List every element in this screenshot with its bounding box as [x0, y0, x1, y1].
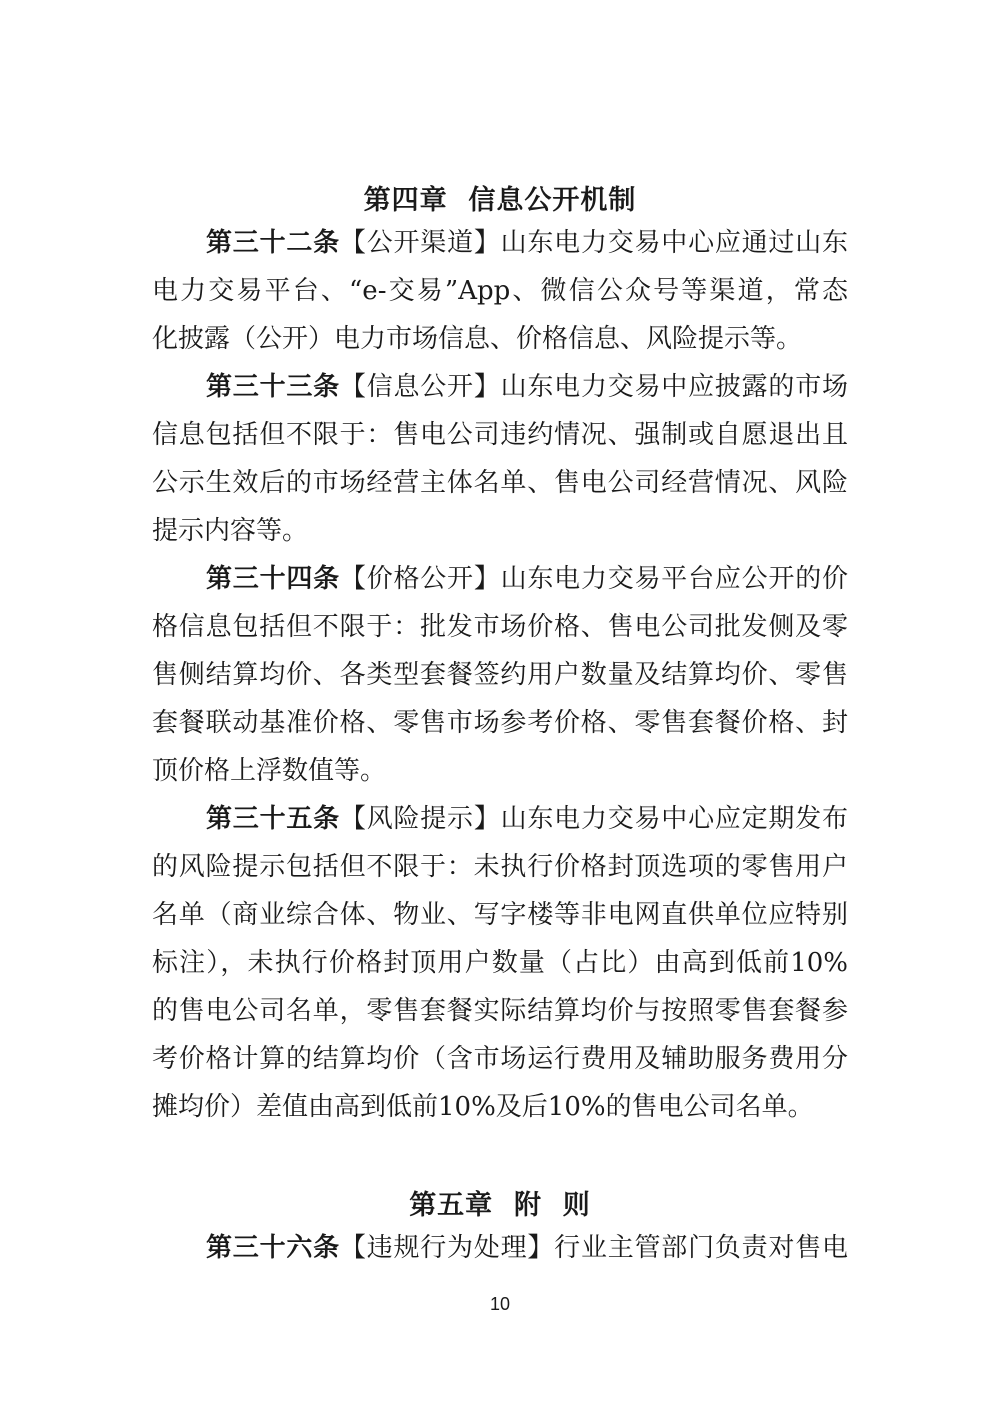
article-36-line-1: 第三十六条【违规行为处理】行业主管部门负责对售电 [206, 1233, 848, 1263]
article-32-line-1: 第三十二条【公开渠道】山东电力交易中心应通过山东 [206, 228, 848, 258]
article-35-line-3: 名单（商业综合体、物业、写字楼等非电网直供单位应特别 [152, 900, 848, 930]
article-35-head: 第三十五条 [206, 804, 340, 834]
article-36-head: 第三十六条 [206, 1233, 340, 1263]
article-34-line-5: 顶价格上浮数值等。 [152, 756, 387, 786]
article-33-line-3: 公示生效后的市场经营主体名单、售电公司经营情况、风险 [152, 468, 848, 498]
article-33-line-2: 信息包括但不限于：售电公司违约情况、强制或自愿退出且 [152, 420, 848, 450]
article-35-line-1: 第三十五条【风险提示】山东电力交易中心应定期发布 [206, 804, 848, 834]
chapter-5-title: 第五章 附 则 [409, 1190, 591, 1221]
article-35-line-7: 摊均价）差值由高到低前10%及后10%的售电公司名单。 [152, 1092, 814, 1122]
article-35-line-4: 标注），未执行价格封顶用户数量（占比）由高到低前10% [152, 948, 848, 978]
article-32-line-3: 化披露（公开）电力市场信息、价格信息、风险提示等。 [152, 324, 803, 354]
article-34-line-4: 套餐联动基准价格、零售市场参考价格、零售套餐价格、封 [152, 708, 848, 738]
article-32-head: 第三十二条 [206, 228, 340, 258]
article-34-head: 第三十四条 [206, 564, 340, 594]
article-35-line-6: 考价格计算的结算均价（含市场运行费用及辅助服务费用分 [152, 1044, 848, 1074]
page-number: 10 [489, 1294, 511, 1314]
article-33-line-4: 提示内容等。 [152, 516, 309, 546]
article-32-line-2: 电力交易平台、“e-交易”App、微信公众号等渠道，常态 [152, 276, 848, 306]
article-34-line-2: 格信息包括但不限于：批发市场价格、售电公司批发侧及零 [152, 612, 848, 642]
article-34-line-3: 售侧结算均价、各类型套餐签约用户数量及结算均价、零售 [152, 660, 848, 690]
article-33-line-1: 第三十三条【信息公开】山东电力交易中应披露的市场 [206, 372, 848, 402]
article-34-line-1: 第三十四条【价格公开】山东电力交易平台应公开的价 [206, 564, 848, 594]
article-35-line-5: 的售电公司名单，零售套餐实际结算均价与按照零售套餐参 [152, 996, 848, 1026]
article-33-head: 第三十三条 [206, 372, 340, 402]
chapter-4-title: 第四章 信息公开机制 [363, 185, 637, 216]
article-35-line-2: 的风险提示包括但不限于：未执行价格封顶选项的零售用户 [152, 852, 848, 882]
